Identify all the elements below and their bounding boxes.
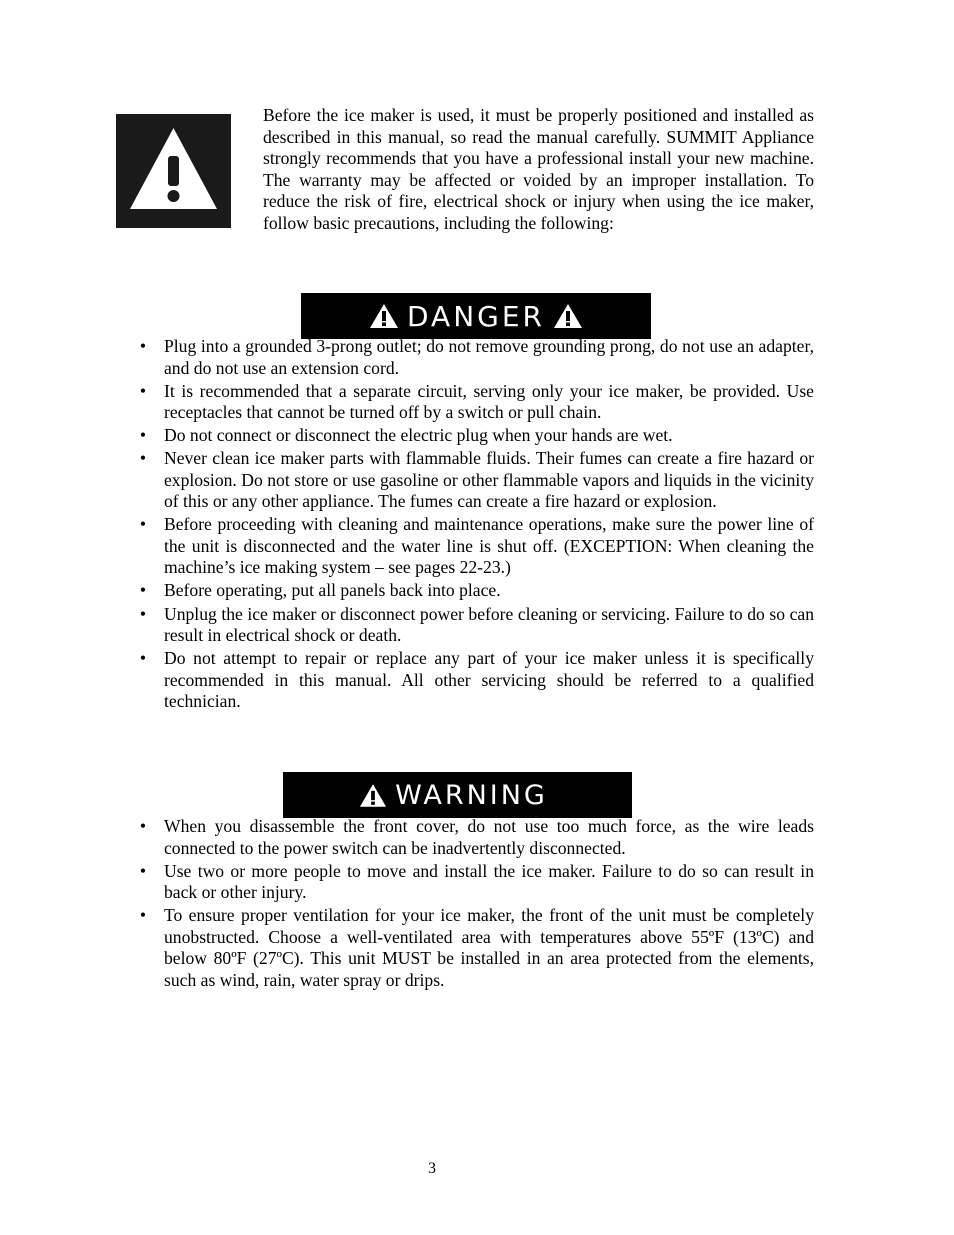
hazard-triangle-icon [359,783,387,808]
bullet-icon: • [139,603,147,624]
list-item: • To ensure proper ventilation for your ice maker, the front of the unit must be completely unobstructed. Choose a well-ventilated area with temperatures above 55ºF (13ºC) and below 80ºF (27ºC). This unit MUST be installed in an area protected from the elements, such as wind, rain, water spray or drips. [0,905,814,991]
bullet-icon: • [139,336,147,356]
list-item: • When you disassemble the front cover, do not use too much force, as the wire leads connected to the power switch can be inadvertently disconnected. [0,816,814,859]
intro-paragraph: Before the ice maker is used, it must be properly positioned and installed as described in this manual, so read the manual carefully. SUMMIT Appliance strongly recommends that you have a professional install your new machine. The warranty may be affected or voided by an improper installation. To reduce the risk of fire, electrical shock or injury when using the ice maker, follow basic precautions, including the following: [263,105,814,233]
bullet-icon: • [139,648,147,669]
warning-label: WARNING [395,779,548,811]
bullet-icon: • [139,905,147,926]
list-item: • Plug into a grounded 3-prong outlet; do not remove grounding prong, do not use an adapter, and do not use an extension cord. [0,336,814,379]
warning-banner [283,772,632,818]
danger-label: DANGER [406,299,545,333]
list-item: • Use two or more people to move and install the ice maker. Failure to do so can result in back or other injury. [0,861,814,904]
danger-list [0,336,814,714]
warning-triangle-icon [116,114,231,228]
hazard-triangle-icon [369,303,399,329]
list-item: • It is recommended that a separate circuit, serving only your ice maker, be provided. Use receptacles that cannot be turned off by a switch or pull chain. [0,381,814,424]
warning-list [0,816,814,993]
bullet-icon: • [139,514,147,535]
page-number: 3 [428,1160,436,1177]
bullet-icon: • [139,380,147,401]
list-item: • Before operating, put all panels back into place. [0,580,814,602]
list-item: • Unplug the ice maker or disconnect power before cleaning or servicing. Failure to do so can result in electrical shock or death. [0,604,814,647]
bullet-icon: • [139,860,147,881]
hazard-triangle-icon [553,303,583,329]
list-item: • Never clean ice maker parts with flammable fluids. Their fumes can create a fire hazard or explosion. Do not store or use gasoline or other flammable vapors and liquids in the vicinity of this or any other appliance. The fumes can create a fire hazard or explosion. [0,448,814,513]
bullet-icon: • [139,425,147,446]
list-item: • Do not connect or disconnect the electric plug when your hands are wet. [0,425,814,447]
list-item: • Before proceeding with cleaning and maintenance operations, make sure the power line of the unit is disconnected and the water line is shut off. (EXCEPTION: When cleaning the machine’s ice making system – see pages 22-23.) [0,514,814,579]
list-item: • Do not attempt to repair or replace any part of your ice maker unless it is specifically recommended in this manual. All other servicing should be referred to a qualified technician. [0,648,814,713]
danger-banner [301,293,651,339]
bullet-icon: • [139,816,147,836]
bullet-icon: • [139,448,147,469]
bullet-icon: • [139,580,147,601]
